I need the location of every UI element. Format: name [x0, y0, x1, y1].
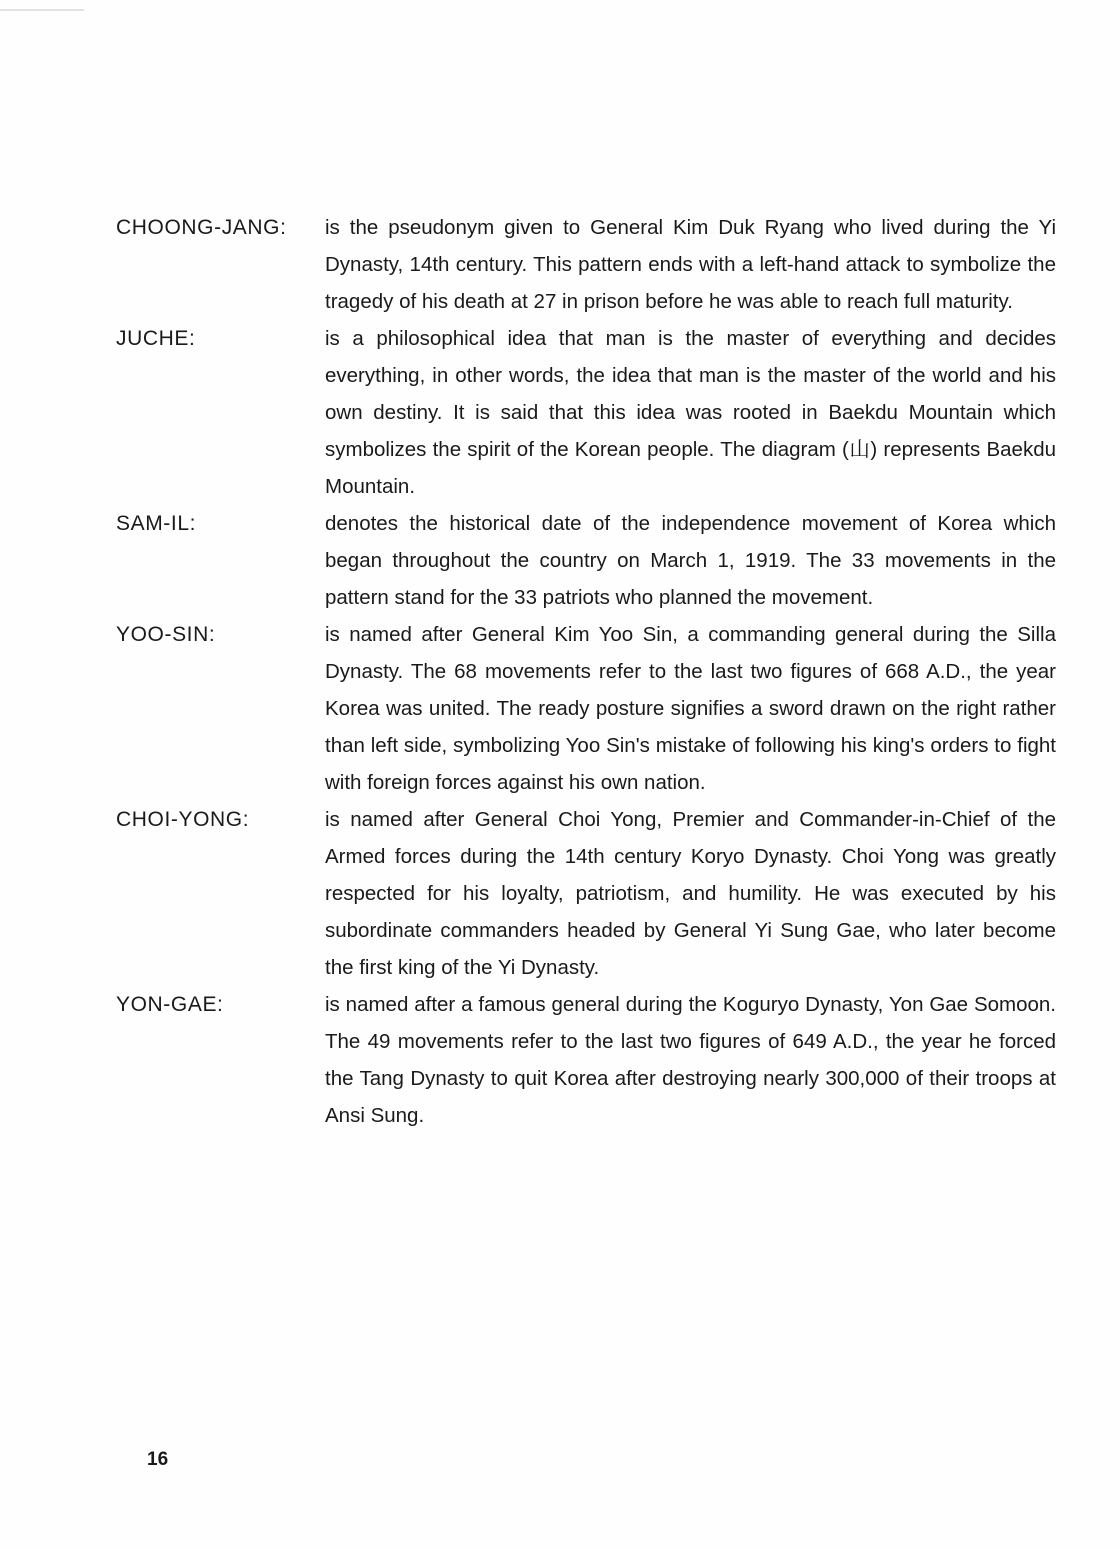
- entry-term: YON-GAE:: [116, 993, 224, 1016]
- entry-definition: is named after General Kim Yoo Sin, a commanding general during the Silla Dynasty. The 68 movements refer to the last two figures of 668 A.D., the year Korea was united. The ready posture signifies a sword drawn on the right rather than left side, symbolizing Yoo Sin's mistake of following his king's orders to fight with foreign forces against his own nation.: [325, 623, 1056, 794]
- scan-artifact-line: [0, 9, 84, 11]
- entry-term: CHOONG-JANG:: [116, 216, 287, 239]
- glossary-entry-yon-gae: [116, 986, 1056, 1134]
- entry-definition: is named after General Choi Yong, Premier and Commander-in-Chief of the Armed forces during the 14th century Koryo Dynasty. Choi Yong was greatly respected for his loyalty, patriotism, and humility. He was executed by his subordinate commanders headed by General Yi Sung Gae, who later become the first king of the Yi Dynasty.: [325, 808, 1056, 979]
- glossary-entry-choong-jang: [116, 209, 1056, 320]
- entry-definition: is the pseudonym given to General Kim Duk Ryang who lived during the Yi Dynasty, 14th century. This pattern ends with a left-hand attack to symbolize the tragedy of his death at 27 in prison before he was able to reach full maturity.: [325, 216, 1056, 313]
- entry-definition: denotes the historical date of the independence movement of Korea which began throughout the country on March 1, 1919. The 33 movements in the pattern stand for the 33 patriots who planned the movement.: [325, 512, 1056, 609]
- glossary-entry-yoo-sin: [116, 616, 1056, 801]
- page-number: 16: [147, 1449, 169, 1470]
- entry-term: SAM-IL:: [116, 512, 197, 535]
- entry-term: CHOI-YONG:: [116, 808, 250, 831]
- glossary-entry-juche: [116, 320, 1056, 505]
- entry-definition: is a philosophical idea that man is the master of everything and decides everything, in other words, the idea that man is the master of the world and his own destiny. It is said that this idea was rooted in Baekdu Mountain which symbolizes the spirit of the Korean people. The diagram (山) represents Baekdu Mountain.: [325, 327, 1056, 498]
- pattern-glossary: [116, 209, 1056, 1134]
- glossary-entry-choi-yong: [116, 801, 1056, 986]
- entry-term: JUCHE:: [116, 327, 196, 350]
- entry-definition: is named after a famous general during the Koguryo Dynasty, Yon Gae Somoon. The 49 movements refer to the last two figures of 649 A.D., the year he forced the Tang Dynasty to quit Korea after destroying nearly 300,000 of their troops at Ansi Sung.: [325, 993, 1056, 1127]
- entry-term: YOO-SIN:: [116, 623, 216, 646]
- glossary-entry-sam-il: [116, 505, 1056, 616]
